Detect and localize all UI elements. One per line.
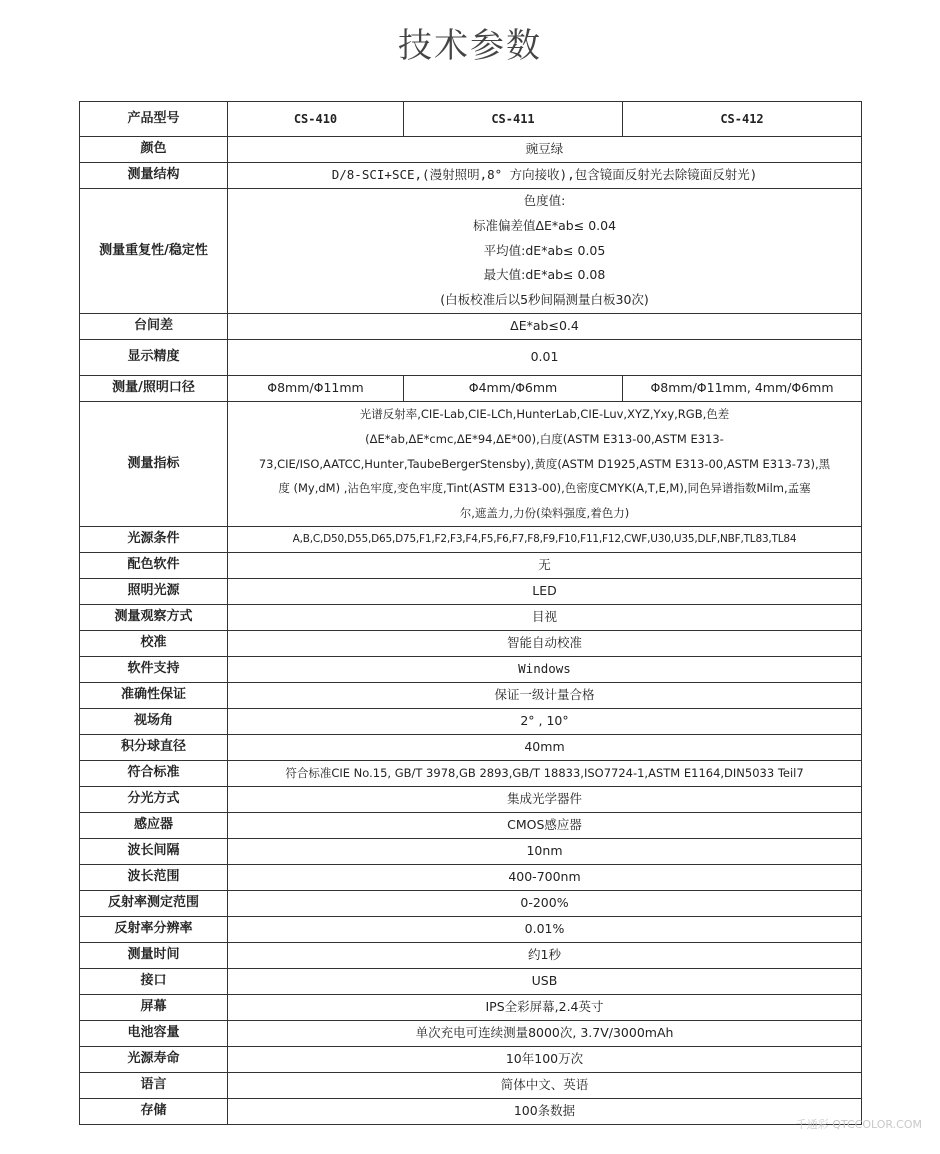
row-label: 测量/照明口径 — [80, 376, 228, 402]
table-row — [80, 402, 862, 527]
value-line: 度 (My,dM) ,沾色牢度,变色牢度,Tint(ASTM E313-00),色密度CMYK(A,T,E,M),同色异谱指数Milm,孟塞 — [278, 481, 811, 496]
row-label: 电池容量 — [80, 1020, 228, 1046]
value-line: (ΔE*ab,ΔE*cmc,ΔE*94,ΔE*00),白度(ASTM E313-00,ASTM E313- — [365, 431, 724, 446]
row-value: D/8-SCI+SCE,(漫射照明,8° 方向接收),包含镜面反射光去除镜面反射光) — [228, 163, 862, 189]
row-value: 10nm — [228, 838, 862, 864]
row-label: 积分球直径 — [80, 734, 228, 760]
row-label: 存储 — [80, 1098, 228, 1124]
row-value: ΔE*ab≤0.4 — [228, 314, 862, 340]
row-value: 简体中文、英语 — [228, 1072, 862, 1098]
value-line: 最大值:dE*ab≤ 0.08 — [483, 267, 606, 283]
table-row — [80, 994, 862, 1020]
row-label: 视场角 — [80, 708, 228, 734]
table-row — [80, 1046, 862, 1072]
table-row — [80, 656, 862, 682]
table-row — [80, 838, 862, 864]
row-label: 准确性保证 — [80, 682, 228, 708]
value-line: (白板校准后以5秒间隔测量白板30次) — [440, 292, 649, 308]
row-label: 屏幕 — [80, 994, 228, 1020]
row-value: 豌豆绿 — [228, 137, 862, 163]
table-row — [80, 760, 862, 786]
table-row — [80, 1098, 862, 1124]
row-value: 单次充电可连续测量8000次, 3.7V/3000mAh — [228, 1020, 862, 1046]
table-row — [80, 340, 862, 376]
table-row — [80, 137, 862, 163]
row-label: 产品型号 — [80, 102, 228, 137]
table-row — [80, 890, 862, 916]
row-value — [228, 189, 862, 314]
table-row — [80, 1072, 862, 1098]
value-line: 标准偏差值ΔE*ab≤ 0.04 — [472, 217, 617, 233]
row-value: 0.01 — [228, 340, 862, 376]
row-value: CMOS感应器 — [228, 812, 862, 838]
value-line: 平均值:dE*ab≤ 0.05 — [483, 242, 606, 258]
row-value: 2° , 10° — [228, 708, 862, 734]
row-label: 颜色 — [80, 137, 228, 163]
value-line: 尔,遮盖力,力份(染料强度,着色力) — [459, 506, 630, 521]
watermark: 千通彩 QTCCOLOR.COM — [795, 1118, 922, 1131]
table-row — [80, 163, 862, 189]
row-label: 语言 — [80, 1072, 228, 1098]
row-value: 保证一级计量合格 — [228, 682, 862, 708]
table-row — [80, 1020, 862, 1046]
row-label: 测量观察方式 — [80, 604, 228, 630]
row-value: 100条数据 — [228, 1098, 862, 1124]
row-value: Φ4mm/Φ6mm — [404, 376, 623, 402]
row-value: 智能自动校准 — [228, 630, 862, 656]
spec-table — [79, 101, 862, 1125]
row-label: 反射率测定范围 — [80, 890, 228, 916]
row-value: 集成光学器件 — [228, 786, 862, 812]
row-label: 照明光源 — [80, 578, 228, 604]
row-label: 显示精度 — [80, 340, 228, 376]
row-label: 波长间隔 — [80, 838, 228, 864]
table-row — [80, 630, 862, 656]
page-title: 技术参数 — [398, 26, 542, 66]
table-row — [80, 916, 862, 942]
table-row — [80, 708, 862, 734]
model-cell: CS-412 — [623, 102, 862, 137]
model-cell: CS-411 — [404, 102, 623, 137]
row-label: 感应器 — [80, 812, 228, 838]
row-label: 光源寿命 — [80, 1046, 228, 1072]
table-row — [80, 314, 862, 340]
row-label: 配色软件 — [80, 552, 228, 578]
row-label: 接口 — [80, 968, 228, 994]
table-row — [80, 942, 862, 968]
row-value: A,B,C,D50,D55,D65,D75,F1,F2,F3,F4,F5,F6,F7,F8,F9,F10,F11,F12,CWF,U30,U35,DLF,NBF,TL83,TL84 — [228, 526, 862, 552]
row-value — [228, 402, 862, 527]
row-value: Windows — [228, 656, 862, 682]
row-label: 软件支持 — [80, 656, 228, 682]
table-row — [80, 812, 862, 838]
row-label: 符合标准 — [80, 760, 228, 786]
row-value: 10年100万次 — [228, 1046, 862, 1072]
row-label: 光源条件 — [80, 526, 228, 552]
row-value: 符合标准CIE No.15, GB/T 3978,GB 2893,GB/T 18833,ISO7724-1,ASTM E1164,DIN5033 Teil7 — [228, 760, 862, 786]
row-value: 0.01% — [228, 916, 862, 942]
table-row — [80, 102, 862, 137]
table-row — [80, 682, 862, 708]
row-value: 无 — [228, 552, 862, 578]
table-row — [80, 734, 862, 760]
table-row — [80, 604, 862, 630]
value-line: 73,CIE/ISO,AATCC,Hunter,TaubeBergerStensby),黄度(ASTM D1925,ASTM E313-00,ASTM E313-73),黑 — [258, 456, 831, 471]
row-label: 测量结构 — [80, 163, 228, 189]
table-row — [80, 968, 862, 994]
row-label: 测量重复性/稳定性 — [80, 189, 228, 314]
row-value: Φ8mm/Φ11mm — [228, 376, 404, 402]
table-row — [80, 786, 862, 812]
row-label: 测量时间 — [80, 942, 228, 968]
table-row — [80, 376, 862, 402]
row-label: 校准 — [80, 630, 228, 656]
table-row — [80, 552, 862, 578]
row-label: 测量指标 — [80, 402, 228, 527]
row-value: IPS全彩屏幕,2.4英寸 — [228, 994, 862, 1020]
row-value: 0-200% — [228, 890, 862, 916]
table-row — [80, 578, 862, 604]
value-line: 色度值: — [523, 193, 566, 208]
row-label: 波长范围 — [80, 864, 228, 890]
row-value: 40mm — [228, 734, 862, 760]
row-value: LED — [228, 578, 862, 604]
value-line: 光谱反射率,CIE-Lab,CIE-LCh,HunterLab,CIE-Luv,XYZ,Yxy,RGB,色差 — [359, 407, 730, 421]
table-row — [80, 189, 862, 314]
table-row — [80, 864, 862, 890]
row-value: 目视 — [228, 604, 862, 630]
row-value: Φ8mm/Φ11mm, 4mm/Φ6mm — [623, 376, 862, 402]
model-cell: CS-410 — [228, 102, 404, 137]
row-label: 分光方式 — [80, 786, 228, 812]
row-label: 台间差 — [80, 314, 228, 340]
row-value: 400-700nm — [228, 864, 862, 890]
table-row — [80, 526, 862, 552]
row-value: USB — [228, 968, 862, 994]
row-value: 约1秒 — [228, 942, 862, 968]
row-label: 反射率分辨率 — [80, 916, 228, 942]
